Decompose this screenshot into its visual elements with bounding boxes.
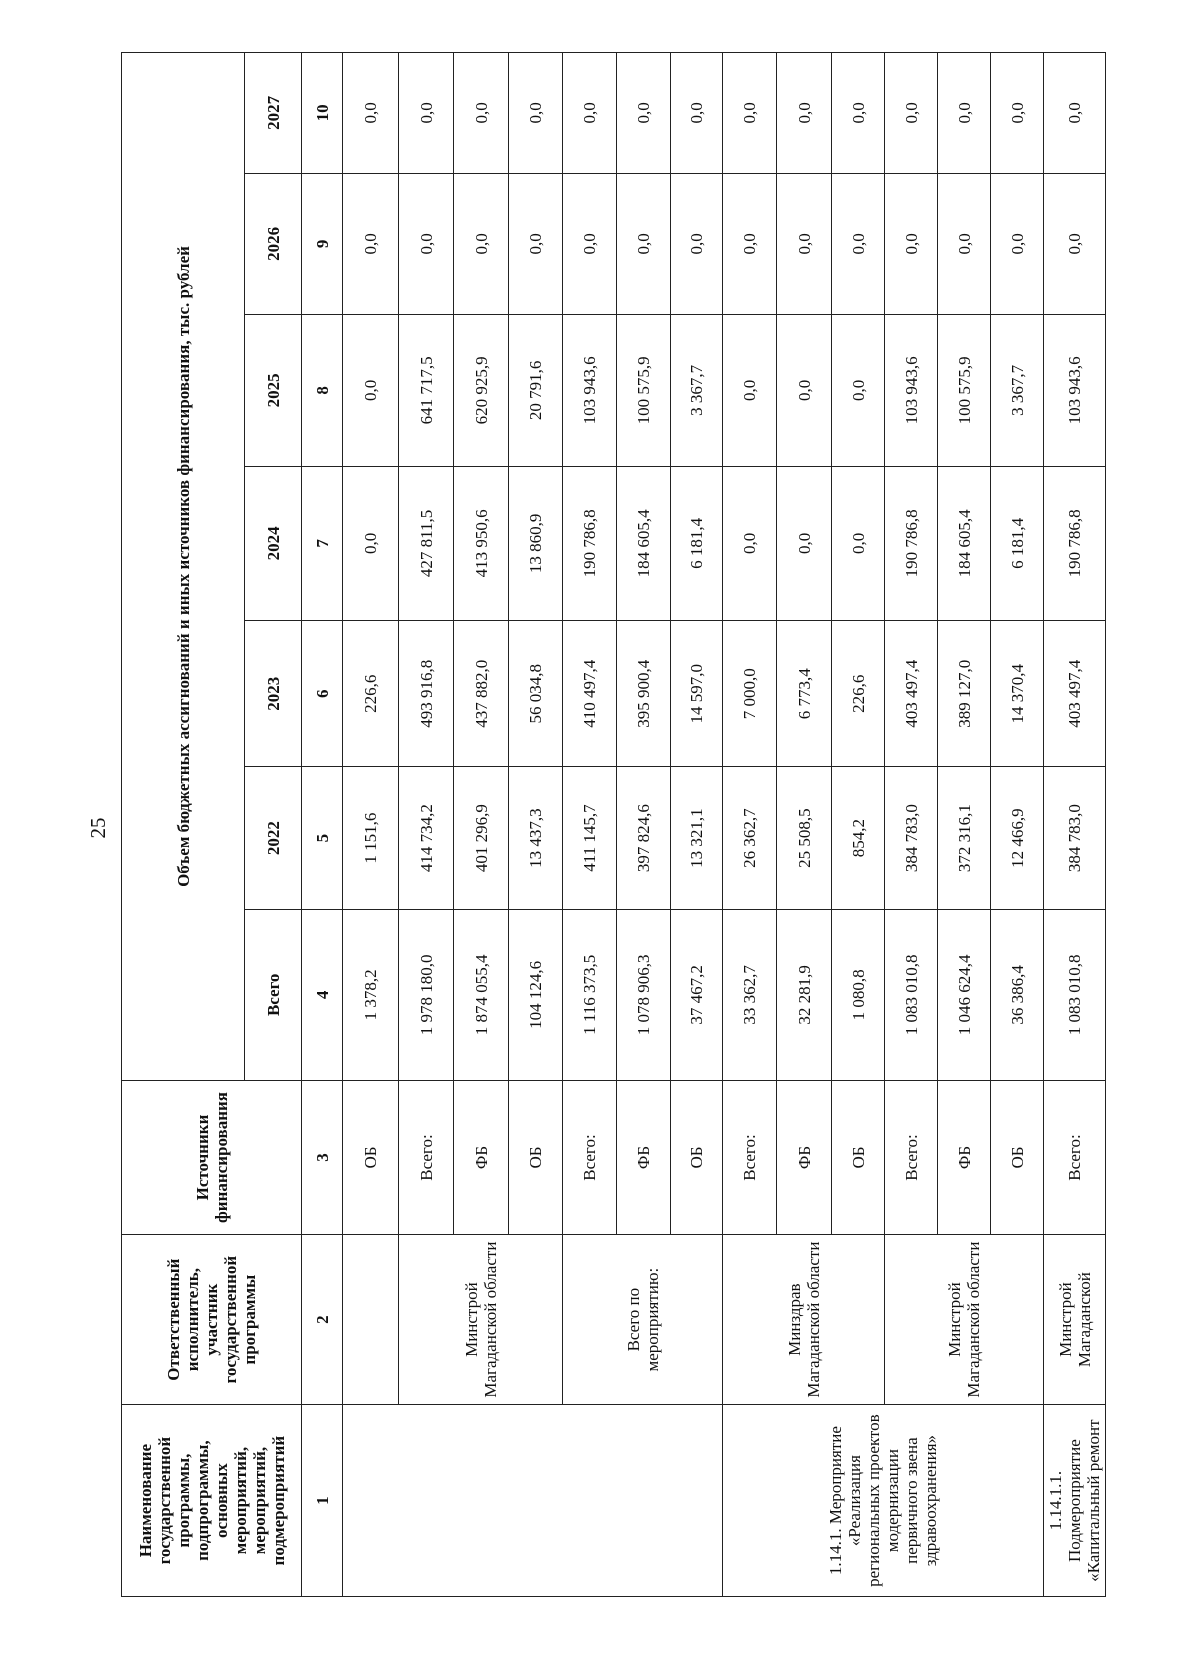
column-number: 6 — [302, 620, 343, 767]
value-cell: 1 083 010,8 — [1044, 909, 1106, 1080]
value-cell: 620 925,9 — [454, 314, 509, 466]
value-cell: 0,0 — [777, 466, 832, 620]
source-cell: ФБ — [454, 1080, 509, 1234]
value-cell: 184 605,4 — [617, 466, 671, 620]
column-number: 3 — [302, 1080, 343, 1234]
value-cell: 0,0 — [1044, 53, 1106, 174]
value-cell: 493 916,8 — [399, 620, 454, 767]
value-cell: 0,0 — [777, 53, 832, 174]
value-cell: 3 367,7 — [671, 314, 723, 466]
value-cell: 0,0 — [723, 466, 777, 620]
value-cell: 3 367,7 — [991, 314, 1044, 466]
value-cell: 397 824,6 — [617, 767, 671, 909]
source-cell: ОБ — [832, 1080, 885, 1234]
value-cell: 1 151,6 — [343, 767, 399, 909]
value-cell: 0,0 — [723, 53, 777, 174]
value-cell: 13 860,9 — [509, 466, 563, 620]
value-cell: 0,0 — [509, 173, 563, 314]
source-cell: ОБ — [343, 1080, 399, 1234]
value-cell: 0,0 — [885, 53, 938, 174]
column-number: 5 — [302, 767, 343, 909]
value-cell: 184 605,4 — [938, 466, 991, 620]
value-cell: 389 127,0 — [938, 620, 991, 767]
budget-table-rotated — [121, 52, 1103, 1597]
value-cell: 36 386,4 — [991, 909, 1044, 1080]
value-cell: 1 078 906,3 — [617, 909, 671, 1080]
event-name-1-14-1: 1.14.1. Мероприятие «Реализация региональных проектов модернизации первичного звена здравоохранения» — [723, 1405, 1044, 1597]
header-executor: Ответственный исполнитель, участник государственной программы — [122, 1235, 302, 1405]
value-cell: 0,0 — [343, 314, 399, 466]
value-cell: 0,0 — [343, 53, 399, 174]
executor-cell-empty — [343, 1235, 399, 1405]
value-cell: 0,0 — [563, 173, 617, 314]
value-cell: 1 116 373,5 — [563, 909, 617, 1080]
value-cell: 0,0 — [343, 173, 399, 314]
source-cell: ФБ — [938, 1080, 991, 1234]
value-cell: 190 786,8 — [563, 466, 617, 620]
value-cell: 0,0 — [938, 53, 991, 174]
budget-table — [121, 52, 1106, 1597]
value-cell: 0,0 — [509, 53, 563, 174]
value-cell: 190 786,8 — [1044, 466, 1106, 620]
source-cell: Всего: — [723, 1080, 777, 1234]
header-year-2027: 2027 — [245, 53, 302, 174]
value-cell: 395 900,4 — [617, 620, 671, 767]
value-cell: 854,2 — [832, 767, 885, 909]
value-cell: 384 783,0 — [1044, 767, 1106, 909]
value-cell: 103 943,6 — [563, 314, 617, 466]
value-cell: 32 281,9 — [777, 909, 832, 1080]
value-cell: 0,0 — [777, 314, 832, 466]
header-name: Наименование государственной программы, подпрограммы, основных мероприятий, мероприятий, подмероприятий — [122, 1405, 302, 1597]
value-cell: 0,0 — [454, 173, 509, 314]
executor-minstroy: Минстрой Магаданской области — [399, 1235, 563, 1405]
source-cell: Всего: — [399, 1080, 454, 1234]
value-cell: 411 145,7 — [563, 767, 617, 909]
header-year-2024: 2024 — [245, 466, 302, 620]
value-cell: 401 296,9 — [454, 767, 509, 909]
value-cell: 0,0 — [832, 53, 885, 174]
value-cell: 427 811,5 — [399, 466, 454, 620]
value-cell: 0,0 — [399, 173, 454, 314]
value-cell: 190 786,8 — [885, 466, 938, 620]
source-cell: ОБ — [991, 1080, 1044, 1234]
value-cell: 1 080,8 — [832, 909, 885, 1080]
value-cell: 1 083 010,8 — [885, 909, 938, 1080]
column-number: 4 — [302, 909, 343, 1080]
source-cell: Всего: — [885, 1080, 938, 1234]
value-cell: 403 497,4 — [885, 620, 938, 767]
value-cell: 437 882,0 — [454, 620, 509, 767]
value-cell: 56 034,8 — [509, 620, 563, 767]
value-cell: 0,0 — [723, 173, 777, 314]
value-cell: 26 362,7 — [723, 767, 777, 909]
subevent-name-1-14-1-1: 1.14.1.1. Подмероприятие «Капитальный ремонт — [1044, 1405, 1106, 1597]
header-year-2023: 2023 — [245, 620, 302, 767]
executor-minstroy-partial: Минстрой Магаданской — [1044, 1235, 1106, 1405]
value-cell: 0,0 — [617, 53, 671, 174]
value-cell: 226,6 — [343, 620, 399, 767]
value-cell: 641 717,5 — [399, 314, 454, 466]
header-year-2026: 2026 — [245, 173, 302, 314]
value-cell: 33 362,7 — [723, 909, 777, 1080]
value-cell: 20 791,6 — [509, 314, 563, 466]
executor-total-event: Всего по мероприятию: — [563, 1235, 723, 1405]
header-year-2022: 2022 — [245, 767, 302, 909]
value-cell: 0,0 — [832, 173, 885, 314]
value-cell: 384 783,0 — [885, 767, 938, 909]
executor-minzdrav: Минздрав Магаданской области — [723, 1235, 885, 1405]
value-cell: 413 950,6 — [454, 466, 509, 620]
column-number: 1 — [302, 1405, 343, 1597]
value-cell: 1 378,2 — [343, 909, 399, 1080]
value-cell: 403 497,4 — [1044, 620, 1106, 767]
value-cell: 13 321,1 — [671, 767, 723, 909]
value-cell: 414 734,2 — [399, 767, 454, 909]
value-cell: 14 597,0 — [671, 620, 723, 767]
value-cell: 0,0 — [343, 466, 399, 620]
value-cell: 25 508,5 — [777, 767, 832, 909]
name-cell-empty — [343, 1405, 723, 1597]
value-cell: 37 467,2 — [671, 909, 723, 1080]
source-cell: Всего: — [563, 1080, 617, 1234]
value-cell: 1 874 055,4 — [454, 909, 509, 1080]
header-volume: Объем бюджетных ассигнований и иных источников финансирования, тыс. рублей — [122, 53, 245, 1081]
value-cell: 103 943,6 — [885, 314, 938, 466]
value-cell: 0,0 — [832, 314, 885, 466]
value-cell: 372 316,1 — [938, 767, 991, 909]
source-cell: ФБ — [777, 1080, 832, 1234]
header-year-2025: 2025 — [245, 314, 302, 466]
value-cell: 0,0 — [938, 173, 991, 314]
value-cell: 7 000,0 — [723, 620, 777, 767]
value-cell: 0,0 — [671, 53, 723, 174]
column-number: 9 — [302, 173, 343, 314]
value-cell: 100 575,9 — [938, 314, 991, 466]
page-number: 25 — [86, 817, 110, 839]
value-cell: 0,0 — [454, 53, 509, 174]
value-cell: 0,0 — [777, 173, 832, 314]
value-cell: 103 943,6 — [1044, 314, 1106, 466]
column-number: 8 — [302, 314, 343, 466]
header-sources: Источники финансирования — [122, 1080, 302, 1234]
value-cell: 6 181,4 — [671, 466, 723, 620]
value-cell: 14 370,4 — [991, 620, 1044, 767]
value-cell: 0,0 — [671, 173, 723, 314]
executor-minstroy-2: Минстрой Магаданской области — [885, 1235, 1044, 1405]
source-cell: ОБ — [671, 1080, 723, 1234]
source-cell: ОБ — [509, 1080, 563, 1234]
value-cell: 0,0 — [1044, 173, 1106, 314]
value-cell: 0,0 — [563, 53, 617, 174]
value-cell: 100 575,9 — [617, 314, 671, 466]
column-number: 7 — [302, 466, 343, 620]
value-cell: 410 497,4 — [563, 620, 617, 767]
source-cell: Всего: — [1044, 1080, 1106, 1234]
value-cell: 6 181,4 — [991, 466, 1044, 620]
value-cell: 1 978 180,0 — [399, 909, 454, 1080]
value-cell: 12 466,9 — [991, 767, 1044, 909]
source-cell: ФБ — [617, 1080, 671, 1234]
value-cell: 0,0 — [991, 53, 1044, 174]
value-cell: 0,0 — [832, 466, 885, 620]
value-cell: 13 437,3 — [509, 767, 563, 909]
value-cell: 0,0 — [991, 173, 1044, 314]
header-year-total: Всего — [245, 909, 302, 1080]
value-cell: 0,0 — [617, 173, 671, 314]
column-number: 2 — [302, 1235, 343, 1405]
value-cell: 1 046 624,4 — [938, 909, 991, 1080]
value-cell: 0,0 — [399, 53, 454, 174]
value-cell: 0,0 — [885, 173, 938, 314]
column-number: 10 — [302, 53, 343, 174]
value-cell: 104 124,6 — [509, 909, 563, 1080]
value-cell: 6 773,4 — [777, 620, 832, 767]
value-cell: 0,0 — [723, 314, 777, 466]
value-cell: 226,6 — [832, 620, 885, 767]
